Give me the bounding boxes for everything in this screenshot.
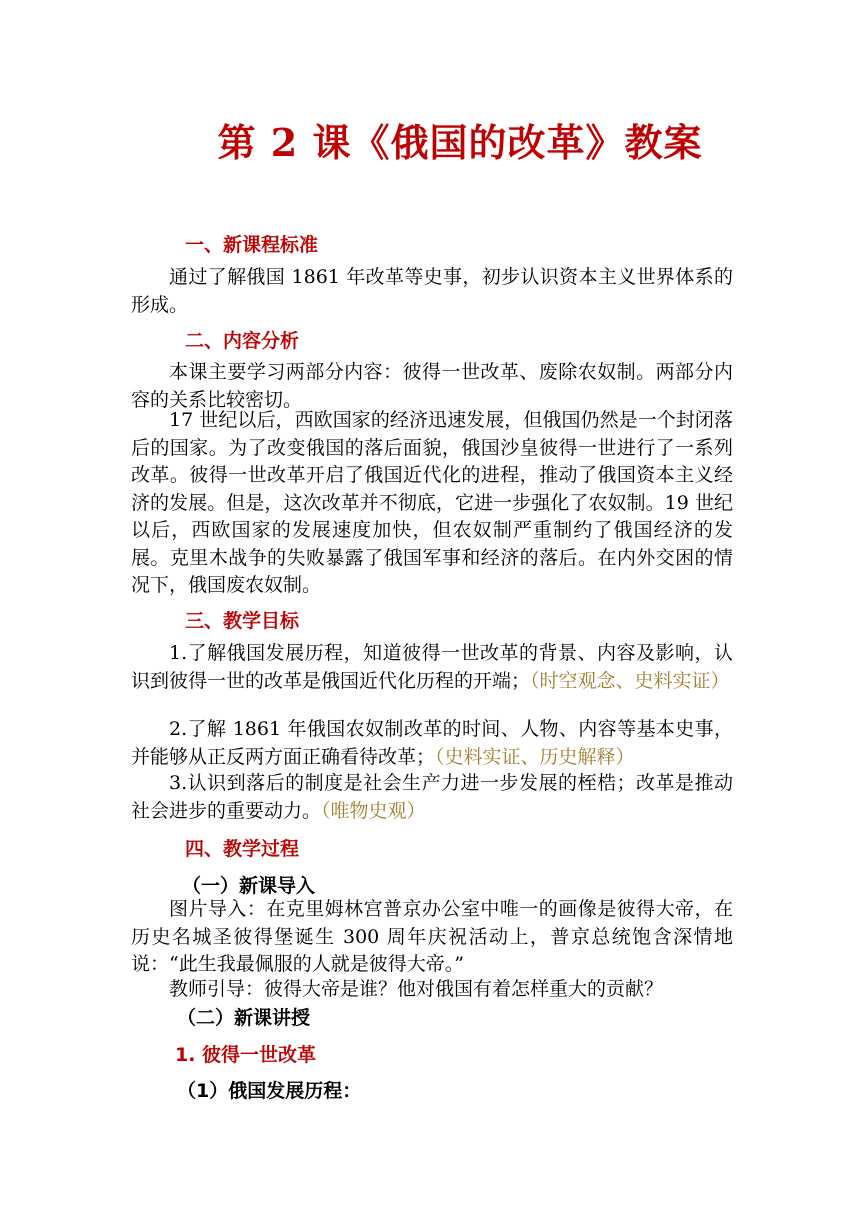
section-heading-process: 四、教学过程 bbox=[185, 838, 300, 860]
paragraph-analysis-2: 17 世纪以后，西欧国家的经济迅速发展，但俄国仍然是一个封闭落后的国家。为了改变俄国的落后面貌，俄国沙皇彼得一世进行了一系列改革。彼得一世改革开启了俄国近代化的进程，推动了俄国资本主义经济的发展。但是，这次改革并不彻底，它进一步强化了农奴制。19 世纪以后，西欧国家的发展速度加快，但农奴制严重制约了俄国经济的发展。克里木战争的失败暴露了俄国军事和经济的落后。在内外交困的情况下，俄国废农奴制。 bbox=[131, 409, 733, 596]
document-title: 第 2 课《俄国的改革》教案 bbox=[217, 120, 703, 165]
paragraph-intro: 图片导入：在克里姆林宫普京办公室中唯一的画像是彼得大帝，在历史名城圣彼得堡诞生 300 周年庆祝活动上，普京总统饱含深情地说：“此生我最佩服的人就是彼得大帝。” bbox=[131, 898, 733, 975]
objective-1-text: 1.了解俄国发展历程，知道彼得一世改革的背景、内容及影响，认识到彼得一世的改革是俄国近代化历程的开端； bbox=[131, 642, 733, 692]
paragraph-teacher-guide: 教师引导：彼得大帝是谁？他对俄国有着怎样重大的贡献？ bbox=[169, 978, 664, 1000]
objective-2 bbox=[131, 716, 733, 771]
subheading-peter-reform: 1. 彼得一世改革 bbox=[175, 1044, 317, 1066]
subheading-lecture: （二）新课讲授 bbox=[177, 1007, 311, 1029]
objective-1 bbox=[131, 640, 733, 695]
paragraph-analysis-1: 本课主要学习两部分内容：彼得一世改革、废除农奴制。两部分内容的关系比较密切。 bbox=[131, 361, 733, 411]
objective-2-text: 2.了解 1861 年俄国农奴制改革的时间、人物、内容等基本史事，并能够从正反两方面正确看待改革； bbox=[131, 718, 733, 768]
section-heading-analysis: 二、内容分析 bbox=[185, 330, 300, 352]
paragraph-standard: 通过了解俄国 1861 年改革等史事，初步认识资本主义世界体系的形成。 bbox=[131, 266, 733, 316]
objective-3 bbox=[131, 770, 733, 825]
objective-3-text: 3.认识到落后的制度是社会生产力进一步发展的桎梏；改革是推动社会进步的重要动力。 bbox=[131, 772, 733, 822]
objective-1-note: （时空观念、史料实证） bbox=[530, 669, 730, 692]
subheading-intro: （一）新课导入 bbox=[182, 875, 316, 897]
objective-3-note: （唯物史观） bbox=[321, 799, 426, 822]
subheading-russia-development: （1）俄国发展历程： bbox=[177, 1080, 362, 1102]
objective-2-note: （史料实证、历史解释） bbox=[435, 745, 635, 768]
section-heading-standard: 一、新课程标准 bbox=[185, 234, 319, 256]
section-heading-objectives: 三、教学目标 bbox=[185, 610, 300, 632]
